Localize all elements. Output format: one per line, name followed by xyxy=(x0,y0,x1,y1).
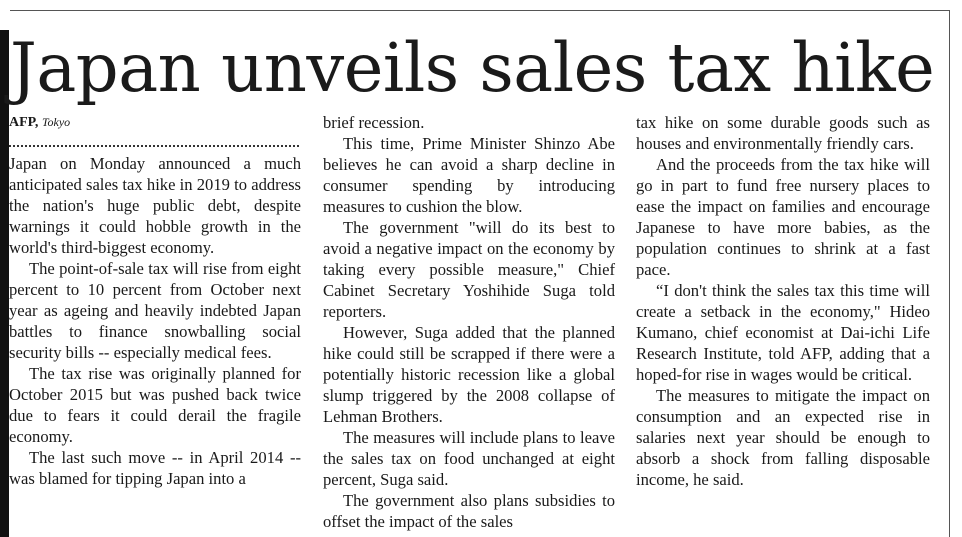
right-rule xyxy=(949,10,950,537)
paragraph: tax hike on some durable goods such as houses and environmentally friendly cars. xyxy=(636,113,930,153)
left-edge-bar xyxy=(0,30,9,537)
paragraph: However, Suga added that the planned hike could still be scrapped if there were a potentially historic recession like a global slump triggered by the 2008 collapse of Lehman Brothers. xyxy=(323,323,615,426)
article-column-2 xyxy=(323,112,615,532)
article-column-1 xyxy=(9,112,301,489)
paragraph: The tax rise was originally planned for October 2015 but was pushed back twice due to fears it could derail the fragile economy. xyxy=(9,364,301,446)
paragraph: Japan on Monday announced a much anticipated sales tax hike in 2019 to address the nation's huge public debt, despite warnings it could hobble growth in the world's third-biggest economy. xyxy=(9,154,301,257)
paragraph: The measures to mitigate the impact on consumption and an expected rise in salaries next year should be enough to absorb a shock from falling disposable income, he said. xyxy=(636,386,930,489)
byline xyxy=(9,112,301,133)
paragraph: This time, Prime Minister Shinzo Abe believes he can avoid a sharp decline in consumer spending by introducing measures to cushion the blow. xyxy=(323,134,615,216)
paragraph: brief recession. xyxy=(323,113,425,132)
byline-source: AFP, xyxy=(9,115,39,130)
paragraph: And the proceeds from the tax hike will go in part to fund free nursery places to ease the impact on families and encourage Japanese to have more babies, as the population continues to shrink at a fast pace. xyxy=(636,155,930,279)
byline-dotted-divider xyxy=(9,135,299,147)
paragraph: The point-of-sale tax will rise from eight percent to 10 percent from October next year as ageing and heavily indebted Japan battles to finance snowballing social security bills -- especially medical fees. xyxy=(9,259,301,362)
paragraph: “I don't think the sales tax this time will create a setback in the economy," Hideo Kumano, chief economist at Dai-ichi Life Research Institute, told AFP, adding that a hoped-for rise in wages would be critical. xyxy=(636,281,930,384)
headline: Japan unveils sales tax hike xyxy=(10,29,935,107)
article-column-3 xyxy=(636,112,930,490)
paragraph: The measures will include plans to leave the sales tax on food unchanged at eight percent, Suga said. xyxy=(323,428,615,489)
top-rule xyxy=(10,10,950,11)
paragraph: The last such move -- in April 2014 -- was blamed for tipping Japan into a xyxy=(9,448,301,488)
paragraph: The government also plans subsidies to offset the impact of the sales xyxy=(323,491,615,531)
byline-location: Tokyo xyxy=(41,115,71,129)
paragraph: The government "will do its best to avoid a negative impact on the economy by taking every possible measure," Chief Cabinet Secretary Yoshihide Suga told reporters. xyxy=(323,218,615,321)
